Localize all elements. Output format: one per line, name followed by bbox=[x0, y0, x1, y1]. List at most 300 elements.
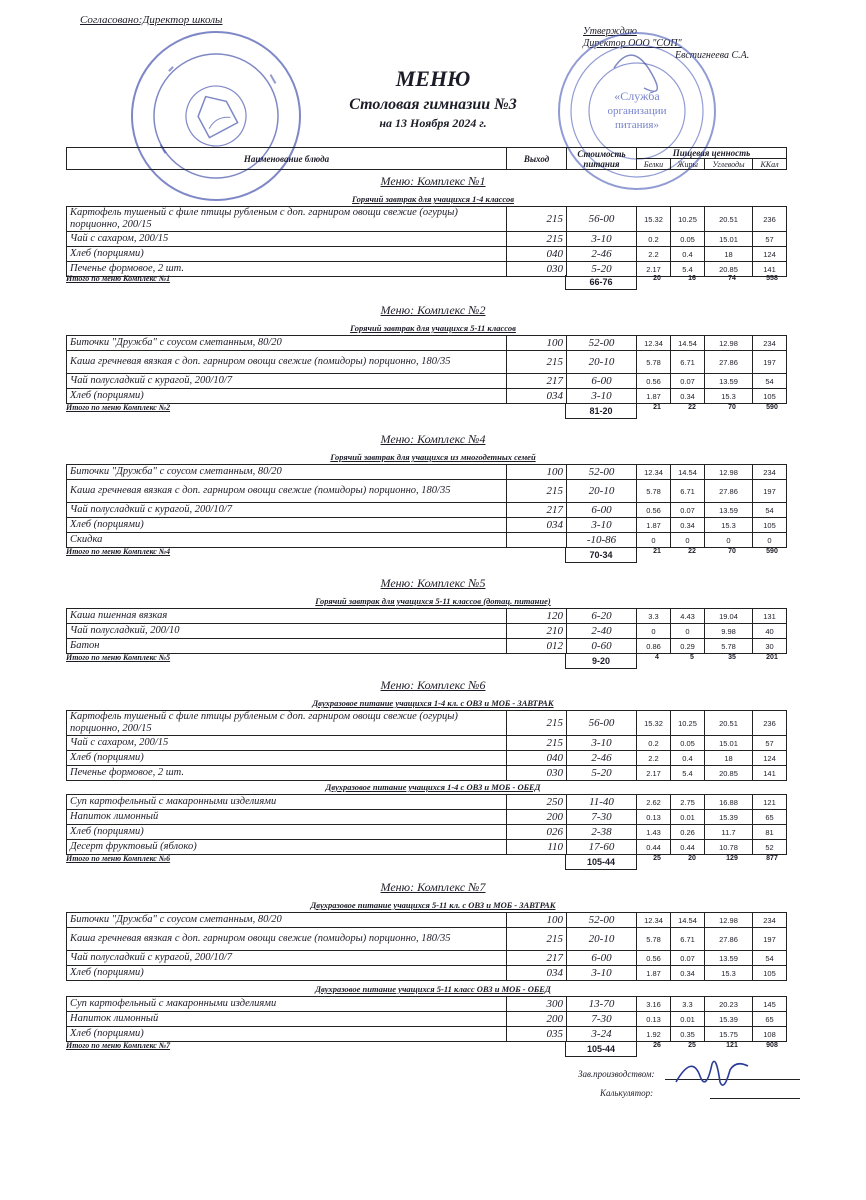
kcal-value: 65 bbox=[753, 810, 787, 825]
dish-price: 3-24 bbox=[567, 1027, 637, 1042]
dish-name: Чай полусладкий, 200/10 bbox=[67, 624, 507, 639]
dish-price: 52-00 bbox=[567, 913, 637, 928]
carbs-value: 15.3 bbox=[705, 518, 753, 533]
dish-output: 100 bbox=[507, 465, 567, 480]
dish-price: 52-00 bbox=[567, 336, 637, 351]
proteins-value: 2.2 bbox=[637, 751, 671, 766]
kcal-value: 236 bbox=[753, 711, 787, 736]
proteins-value: 5.78 bbox=[637, 351, 671, 374]
proteins-value: 0 bbox=[637, 533, 671, 548]
fats-value: 14.54 bbox=[671, 465, 705, 480]
proteins-value: 5.78 bbox=[637, 928, 671, 951]
proteins-value: 2.17 bbox=[637, 766, 671, 781]
table-row bbox=[67, 207, 787, 232]
kcal-value: 124 bbox=[753, 247, 787, 262]
dish-output: 034 bbox=[507, 966, 567, 981]
dish-name: Напиток лимонный bbox=[67, 810, 507, 825]
menu-table bbox=[66, 912, 787, 981]
carbs-value: 18 bbox=[705, 247, 753, 262]
stamp-line-3: питания» bbox=[615, 119, 659, 131]
dish-price: 11-40 bbox=[567, 795, 637, 810]
fats-value: 0.4 bbox=[671, 751, 705, 766]
dish-output: 110 bbox=[507, 840, 567, 855]
section-title: Меню: Комплекс №6 bbox=[380, 678, 486, 692]
dish-name: Десерт фруктовый (яблоко) bbox=[67, 840, 507, 855]
dish-output: 250 bbox=[507, 795, 567, 810]
dish-name: Чай полусладкий с курагой, 200/10/7 bbox=[67, 374, 507, 389]
proteins-value: 3.16 bbox=[637, 997, 671, 1012]
table-row bbox=[67, 336, 787, 351]
fats-value: 2.75 bbox=[671, 795, 705, 810]
calculator-signature-line bbox=[710, 1098, 800, 1099]
dish-output bbox=[507, 533, 567, 548]
total-label: Итого по меню Комплекс №7 bbox=[66, 1041, 171, 1050]
kcal-value: 145 bbox=[753, 997, 787, 1012]
dish-price: 56-00 bbox=[567, 711, 637, 736]
dish-output: 215 bbox=[507, 928, 567, 951]
dish-output: 215 bbox=[507, 711, 567, 736]
col-proteins: Белки bbox=[637, 159, 671, 170]
proteins-value: 3.3 bbox=[637, 609, 671, 624]
menu-date: на 13 Ноября 2024 г. bbox=[379, 116, 487, 130]
dish-price: 6-00 bbox=[567, 503, 637, 518]
subsection-title: Горячий завтрак для учащихся 5-11 классов (дотац. питание) bbox=[315, 596, 551, 606]
proteins-value: 0.86 bbox=[637, 639, 671, 654]
total-label: Итого по меню Комплекс №6 bbox=[66, 854, 171, 863]
total-carbs: 70 bbox=[728, 548, 736, 555]
kcal-value: 234 bbox=[753, 336, 787, 351]
dish-output: 030 bbox=[507, 766, 567, 781]
fats-value: 0.07 bbox=[671, 374, 705, 389]
fats-value: 0.35 bbox=[671, 1027, 705, 1042]
total-kcal: 877 bbox=[766, 855, 778, 862]
dish-name: Биточки "Дружба" с соусом сметанным, 80/20 bbox=[67, 465, 507, 480]
table-row bbox=[67, 518, 787, 533]
approved-by-director: Согласовано:Директор школы bbox=[80, 14, 223, 26]
stamp-line-1: «Служба bbox=[614, 89, 660, 103]
table-row bbox=[67, 232, 787, 247]
table-row bbox=[67, 795, 787, 810]
menu-table bbox=[66, 794, 787, 855]
dish-name: Батон bbox=[67, 639, 507, 654]
dish-name: Чай с сахаром, 200/15 bbox=[67, 736, 507, 751]
fats-value: 3.3 bbox=[671, 997, 705, 1012]
kcal-value: 105 bbox=[753, 389, 787, 404]
dish-name: Печенье формовое, 2 шт. bbox=[67, 766, 507, 781]
dish-price: 0-60 bbox=[567, 639, 637, 654]
total-carbs: 121 bbox=[726, 1042, 738, 1049]
table-row bbox=[67, 825, 787, 840]
table-row bbox=[67, 247, 787, 262]
column-header bbox=[66, 147, 787, 170]
col-output: Выход bbox=[507, 148, 567, 170]
subsection-title: Горячий завтрак для учащихся 1-4 классов bbox=[351, 194, 515, 204]
dish-name: Суп картофельный с макаронными изделиями bbox=[67, 795, 507, 810]
total-fats: 20 bbox=[688, 855, 696, 862]
carbs-value: 15.3 bbox=[705, 389, 753, 404]
carbs-value: 15.01 bbox=[705, 232, 753, 247]
carbs-value: 27.86 bbox=[705, 928, 753, 951]
proteins-value: 0.56 bbox=[637, 951, 671, 966]
carbs-value: 12.98 bbox=[705, 913, 753, 928]
dish-name: Чай полусладкий с курагой, 200/10/7 bbox=[67, 503, 507, 518]
table-row bbox=[67, 624, 787, 639]
total-price: 81-20 bbox=[565, 404, 637, 419]
dish-output: 012 bbox=[507, 639, 567, 654]
dish-price: 3-10 bbox=[567, 389, 637, 404]
dish-output: 215 bbox=[507, 480, 567, 503]
dish-name: Хлеб (порциями) bbox=[67, 518, 507, 533]
proteins-value: 1.92 bbox=[637, 1027, 671, 1042]
fats-value: 0.07 bbox=[671, 503, 705, 518]
dish-price: 2-46 bbox=[567, 751, 637, 766]
page-subtitle: Столовая гимназии №3 bbox=[349, 96, 517, 113]
fats-value: 10.25 bbox=[671, 207, 705, 232]
dish-output: 215 bbox=[507, 351, 567, 374]
total-proteins: 20 bbox=[653, 275, 661, 282]
kcal-value: 197 bbox=[753, 928, 787, 951]
kcal-value: 30 bbox=[753, 639, 787, 654]
menu-table bbox=[66, 464, 787, 548]
carbs-value: 15.75 bbox=[705, 1027, 753, 1042]
menu-table bbox=[66, 206, 787, 277]
proteins-value: 1.87 bbox=[637, 389, 671, 404]
dish-price: 17-60 bbox=[567, 840, 637, 855]
dish-price: 20-10 bbox=[567, 480, 637, 503]
col-dish-name: Наименование блюда bbox=[67, 148, 507, 170]
carbs-value: 9.98 bbox=[705, 624, 753, 639]
total-carbs: 74 bbox=[728, 275, 736, 282]
table-row bbox=[67, 913, 787, 928]
fats-value: 0.07 bbox=[671, 951, 705, 966]
proteins-value: 2.2 bbox=[637, 247, 671, 262]
dish-price: 6-20 bbox=[567, 609, 637, 624]
dish-output: 040 bbox=[507, 247, 567, 262]
kcal-value: 121 bbox=[753, 795, 787, 810]
proteins-value: 1.87 bbox=[637, 966, 671, 981]
total-label: Итого по меню Комплекс №5 bbox=[66, 653, 171, 662]
total-proteins: 25 bbox=[653, 855, 661, 862]
proteins-value: 12.34 bbox=[637, 465, 671, 480]
kcal-value: 0 bbox=[753, 533, 787, 548]
dish-name: Каша пшенная вязкая bbox=[67, 609, 507, 624]
kcal-value: 108 bbox=[753, 1027, 787, 1042]
dish-name: Суп картофельный с макаронными изделиями bbox=[67, 997, 507, 1012]
proteins-value: 0.56 bbox=[637, 503, 671, 518]
table-row bbox=[67, 928, 787, 951]
table-row bbox=[67, 1012, 787, 1027]
section-title: Меню: Комплекс №4 bbox=[380, 432, 486, 446]
table-row bbox=[67, 966, 787, 981]
kcal-value: 131 bbox=[753, 609, 787, 624]
proteins-value: 2.17 bbox=[637, 262, 671, 277]
kcal-value: 105 bbox=[753, 518, 787, 533]
section-title: Меню: Комплекс №2 bbox=[380, 303, 486, 317]
total-proteins: 21 bbox=[653, 404, 661, 411]
proteins-value: 0.13 bbox=[637, 1012, 671, 1027]
kcal-value: 197 bbox=[753, 351, 787, 374]
kcal-value: 234 bbox=[753, 465, 787, 480]
dish-output: 215 bbox=[507, 736, 567, 751]
kcal-value: 236 bbox=[753, 207, 787, 232]
table-row bbox=[67, 374, 787, 389]
total-carbs: 35 bbox=[728, 654, 736, 661]
fats-value: 0.34 bbox=[671, 966, 705, 981]
total-label: Итого по меню Комплекс №4 bbox=[66, 547, 171, 556]
fats-value: 6.71 bbox=[671, 351, 705, 374]
dish-price: -10-86 bbox=[567, 533, 637, 548]
fats-value: 0 bbox=[671, 624, 705, 639]
kcal-value: 57 bbox=[753, 736, 787, 751]
dish-name: Хлеб (порциями) bbox=[67, 825, 507, 840]
table-row bbox=[67, 503, 787, 518]
table-row bbox=[67, 351, 787, 374]
table-row bbox=[67, 751, 787, 766]
approver-name: Евстигнеева С.А. bbox=[675, 50, 750, 61]
dish-output: 040 bbox=[507, 751, 567, 766]
fats-value: 5.4 bbox=[671, 766, 705, 781]
dish-name: Картофель тушеный с филе птицы рубленым с доп. гарниром овощи свежие (огурцы) порционно, 200/15 bbox=[67, 711, 507, 736]
proteins-value: 0.2 bbox=[637, 232, 671, 247]
dish-output: 215 bbox=[507, 232, 567, 247]
dish-price: 2-40 bbox=[567, 624, 637, 639]
dish-name: Каша гречневая вязкая с доп. гарниром овощи свежие (помидоры) порционно, 180/35 bbox=[67, 351, 507, 374]
menu-table bbox=[66, 710, 787, 781]
table-row bbox=[67, 840, 787, 855]
dish-name: Хлеб (порциями) bbox=[67, 751, 507, 766]
dish-output: 215 bbox=[507, 207, 567, 232]
dish-output: 035 bbox=[507, 1027, 567, 1042]
dish-price: 7-30 bbox=[567, 1012, 637, 1027]
dish-output: 217 bbox=[507, 374, 567, 389]
dish-name: Печенье формовое, 2 шт. bbox=[67, 262, 507, 277]
total-price: 9-20 bbox=[565, 654, 637, 669]
carbs-value: 11.7 bbox=[705, 825, 753, 840]
approve-line-1: Утверждаю bbox=[583, 26, 637, 37]
total-proteins: 26 bbox=[653, 1042, 661, 1049]
dish-name: Хлеб (порциями) bbox=[67, 389, 507, 404]
proteins-value: 0.56 bbox=[637, 374, 671, 389]
carbs-value: 13.59 bbox=[705, 374, 753, 389]
dish-price: 6-00 bbox=[567, 951, 637, 966]
fats-value: 0.44 bbox=[671, 840, 705, 855]
fats-value: 0.4 bbox=[671, 247, 705, 262]
dish-price: 2-46 bbox=[567, 247, 637, 262]
dish-output: 200 bbox=[507, 810, 567, 825]
table-row bbox=[67, 480, 787, 503]
section-title: Меню: Комплекс №1 bbox=[380, 174, 486, 188]
calculator-signature-label: Калькулятор: bbox=[600, 1088, 654, 1098]
manager-signature-label: Зав.производством: bbox=[578, 1069, 655, 1079]
dish-output: 217 bbox=[507, 503, 567, 518]
dish-output: 034 bbox=[507, 518, 567, 533]
dish-price: 6-00 bbox=[567, 374, 637, 389]
proteins-value: 15.32 bbox=[637, 711, 671, 736]
section-title: Меню: Комплекс №5 bbox=[380, 576, 486, 590]
kcal-value: 124 bbox=[753, 751, 787, 766]
dish-name: Хлеб (порциями) bbox=[67, 247, 507, 262]
total-price: 105-44 bbox=[565, 855, 637, 870]
proteins-value: 12.34 bbox=[637, 336, 671, 351]
dish-output: 217 bbox=[507, 951, 567, 966]
total-price: 70-34 bbox=[565, 548, 637, 563]
kcal-value: 54 bbox=[753, 374, 787, 389]
kcal-value: 57 bbox=[753, 232, 787, 247]
carbs-value: 13.59 bbox=[705, 951, 753, 966]
dish-name: Напиток лимонный bbox=[67, 1012, 507, 1027]
dish-output: 026 bbox=[507, 825, 567, 840]
carbs-value: 20.23 bbox=[705, 997, 753, 1012]
signature-icon bbox=[672, 1052, 752, 1096]
dish-name: Каша гречневая вязкая с доп. гарниром овощи свежие (помидоры) порционно, 180/35 bbox=[67, 928, 507, 951]
carbs-value: 27.86 bbox=[705, 351, 753, 374]
subsection-title: Горячий завтрак для учащихся 5-11 классов bbox=[350, 323, 516, 333]
carbs-value: 13.59 bbox=[705, 503, 753, 518]
dish-price: 3-10 bbox=[567, 736, 637, 751]
fats-value: 0.05 bbox=[671, 736, 705, 751]
dish-price: 2-38 bbox=[567, 825, 637, 840]
kcal-value: 105 bbox=[753, 966, 787, 981]
dish-price: 7-30 bbox=[567, 810, 637, 825]
subsection-title: Двухразовое питание учащихся 5-11 кл. с ОВЗ и МОБ - ЗАВТРАК bbox=[310, 900, 556, 910]
proteins-value: 0.13 bbox=[637, 810, 671, 825]
total-label: Итого по меню Комплекс №1 bbox=[66, 274, 171, 283]
carbs-value: 20.85 bbox=[705, 262, 753, 277]
fats-value: 0.01 bbox=[671, 810, 705, 825]
total-label: Итого по меню Комплекс №2 bbox=[66, 403, 171, 412]
table-row bbox=[67, 639, 787, 654]
carbs-value: 18 bbox=[705, 751, 753, 766]
total-fats: 16 bbox=[688, 275, 696, 282]
col-kcal: ККал bbox=[753, 159, 787, 170]
kcal-value: 234 bbox=[753, 913, 787, 928]
approve-line-2: Директор ООО "СОП" bbox=[583, 38, 682, 49]
fats-value: 6.71 bbox=[671, 928, 705, 951]
table-row bbox=[67, 736, 787, 751]
carbs-value: 16.88 bbox=[705, 795, 753, 810]
dish-name: Биточки "Дружба" с соусом сметанным, 80/20 bbox=[67, 336, 507, 351]
dish-price: 52-00 bbox=[567, 465, 637, 480]
dish-price: 13-70 bbox=[567, 997, 637, 1012]
dish-name: Биточки "Дружба" с соусом сметанным, 80/20 bbox=[67, 913, 507, 928]
table-row bbox=[67, 951, 787, 966]
proteins-value: 5.78 bbox=[637, 480, 671, 503]
col-price: Стоимость питания bbox=[567, 148, 637, 170]
total-kcal: 201 bbox=[766, 654, 778, 661]
subsection-title: Горячий завтрак для учащихся из многодетных семей bbox=[330, 452, 536, 462]
dish-price: 3-10 bbox=[567, 518, 637, 533]
carbs-value: 15.39 bbox=[705, 1012, 753, 1027]
carbs-value: 12.98 bbox=[705, 465, 753, 480]
menu-table bbox=[66, 996, 787, 1042]
kcal-value: 141 bbox=[753, 262, 787, 277]
kcal-value: 40 bbox=[753, 624, 787, 639]
carbs-value: 5.78 bbox=[705, 639, 753, 654]
carbs-value: 20.51 bbox=[705, 711, 753, 736]
proteins-value: 1.43 bbox=[637, 825, 671, 840]
fats-value: 4.43 bbox=[671, 609, 705, 624]
subsection-title: Двухразовое питание учащихся 5-11 класс ОВЗ и МОБ - ОБЕД bbox=[315, 984, 551, 994]
total-kcal: 908 bbox=[766, 1042, 778, 1049]
dish-output: 034 bbox=[507, 389, 567, 404]
fats-value: 0.01 bbox=[671, 1012, 705, 1027]
dish-name: Хлеб (порциями) bbox=[67, 1027, 507, 1042]
dish-name: Каша гречневая вязкая с доп. гарниром овощи свежие (помидоры) порционно, 180/35 bbox=[67, 480, 507, 503]
carbs-value: 20.51 bbox=[705, 207, 753, 232]
dish-output: 120 bbox=[507, 609, 567, 624]
kcal-value: 65 bbox=[753, 1012, 787, 1027]
dish-price: 5-20 bbox=[567, 262, 637, 277]
total-carbs: 70 bbox=[728, 404, 736, 411]
kcal-value: 52 bbox=[753, 840, 787, 855]
table-row bbox=[67, 465, 787, 480]
fats-value: 0.29 bbox=[671, 639, 705, 654]
carbs-value: 12.98 bbox=[705, 336, 753, 351]
col-carbs: Углеводы bbox=[705, 159, 753, 170]
table-row bbox=[67, 997, 787, 1012]
kcal-value: 54 bbox=[753, 503, 787, 518]
table-row bbox=[67, 533, 787, 548]
fats-value: 0.34 bbox=[671, 518, 705, 533]
total-kcal: 590 bbox=[766, 404, 778, 411]
fats-value: 0.34 bbox=[671, 389, 705, 404]
fats-value: 6.71 bbox=[671, 480, 705, 503]
fats-value: 0 bbox=[671, 533, 705, 548]
total-fats: 22 bbox=[688, 548, 696, 555]
table-row bbox=[67, 810, 787, 825]
page-title: МЕНЮ bbox=[395, 66, 471, 91]
total-kcal: 590 bbox=[766, 548, 778, 555]
table-row bbox=[67, 711, 787, 736]
total-price: 66-76 bbox=[565, 275, 637, 290]
carbs-value: 27.86 bbox=[705, 480, 753, 503]
total-fats: 25 bbox=[688, 1042, 696, 1049]
dish-output: 030 bbox=[507, 262, 567, 277]
total-kcal: 558 bbox=[766, 275, 778, 282]
proteins-value: 12.34 bbox=[637, 913, 671, 928]
total-proteins: 21 bbox=[653, 548, 661, 555]
table-row bbox=[67, 766, 787, 781]
dish-price: 3-10 bbox=[567, 232, 637, 247]
total-fats: 22 bbox=[688, 404, 696, 411]
table-row bbox=[67, 389, 787, 404]
table-row bbox=[67, 1027, 787, 1042]
table-row bbox=[67, 609, 787, 624]
dish-name: Чай с сахаром, 200/15 bbox=[67, 232, 507, 247]
proteins-value: 15.32 bbox=[637, 207, 671, 232]
stamp-line-2: организации bbox=[607, 105, 667, 117]
section-title: Меню: Комплекс №7 bbox=[380, 880, 486, 894]
dish-name: Скидка bbox=[67, 533, 507, 548]
carbs-value: 15.39 bbox=[705, 810, 753, 825]
proteins-value: 2.62 bbox=[637, 795, 671, 810]
dish-price: 56-00 bbox=[567, 207, 637, 232]
dish-name: Чай полусладкий с курагой, 200/10/7 bbox=[67, 951, 507, 966]
carbs-value: 20.85 bbox=[705, 766, 753, 781]
carbs-value: 15.3 bbox=[705, 966, 753, 981]
fats-value: 14.54 bbox=[671, 336, 705, 351]
carbs-value: 15.01 bbox=[705, 736, 753, 751]
fats-value: 14.54 bbox=[671, 913, 705, 928]
dish-output: 100 bbox=[507, 913, 567, 928]
kcal-value: 141 bbox=[753, 766, 787, 781]
dish-price: 20-10 bbox=[567, 928, 637, 951]
kcal-value: 197 bbox=[753, 480, 787, 503]
col-nutrition: Пищевая ценность bbox=[637, 148, 787, 159]
subsection-title: Двухразовое питание учащихся 1-4 с ОВЗ и МОБ - ОБЕД bbox=[325, 782, 541, 792]
kcal-value: 81 bbox=[753, 825, 787, 840]
carbs-value: 19.04 bbox=[705, 609, 753, 624]
